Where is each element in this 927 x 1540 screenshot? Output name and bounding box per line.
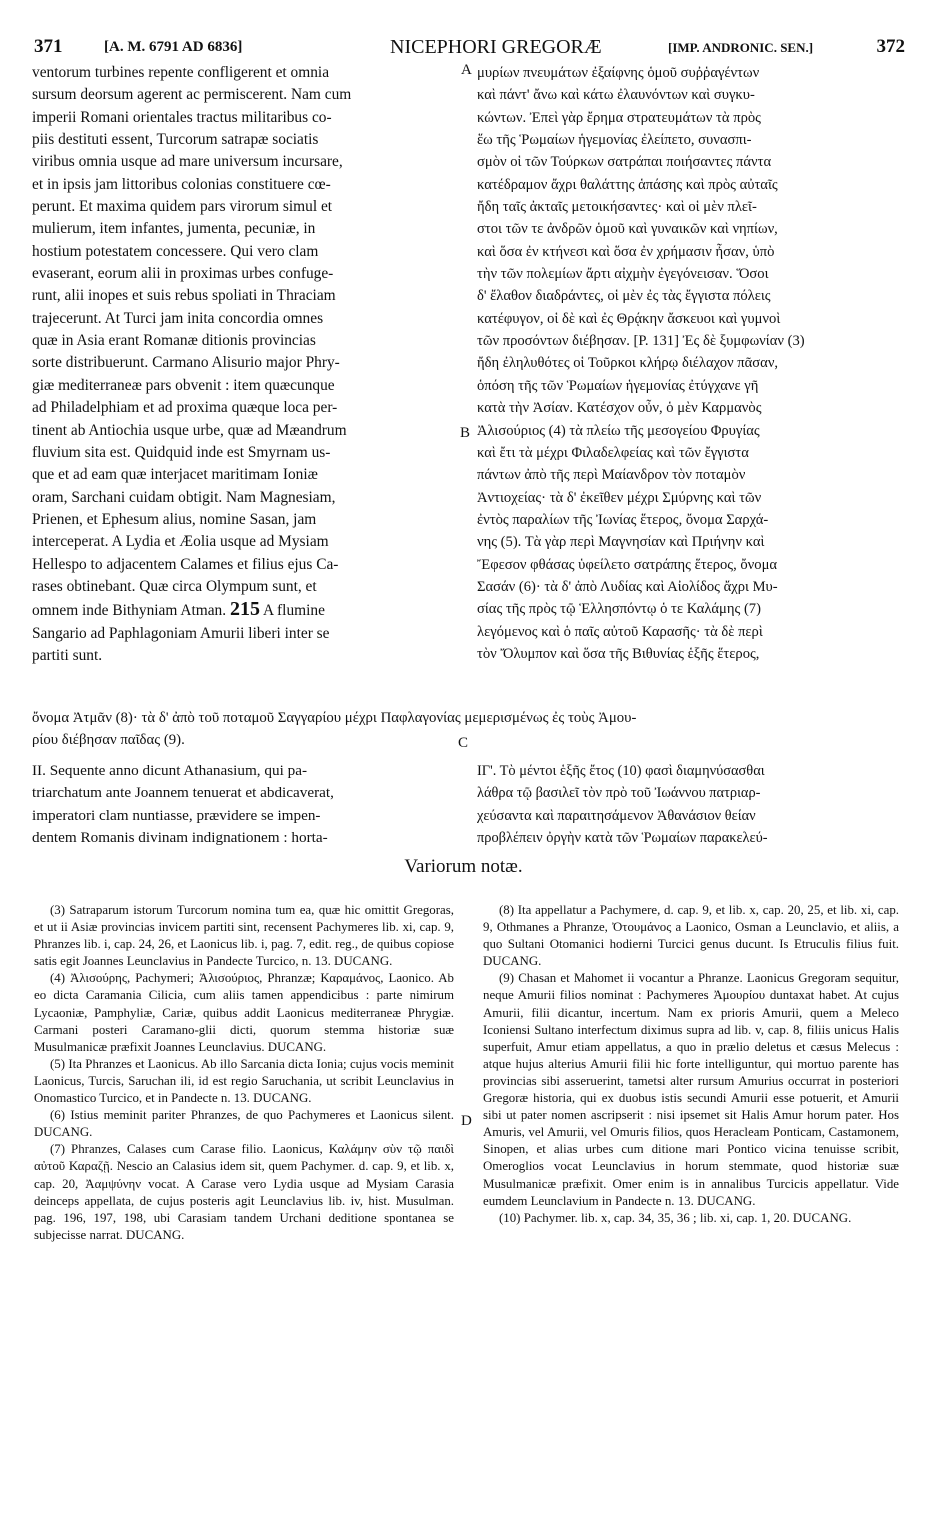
latin-line: hostium potestatem concessere. Qui vero clam	[32, 242, 319, 260]
latin-line: giæ mediterraneæ pars obvenit : item quæcunque	[32, 376, 335, 394]
footnote: (8) Ita appellatur a Pachymere, d. cap. 9, et lib. x, cap. 20, 25, et lib. xi, cap. 9, Othmanes a Phranze, Ὀτουμάνος a Laonico, Osman a Leunclavio, et aliis, a quo Sultani Otomanici hodierni Turcici genus ducunt. Is Etruculis filius fuit. DUCANG.	[483, 903, 899, 969]
greek-line: ἤδη ταῖς ἀκταῖς μετοικήσαντες· καὶ οἱ μὲν πλεῖ-	[477, 199, 757, 216]
greek-full-line: ὄνομα Ἀτμᾶν (8)· τὰ δ' ἀπὸ τοῦ ποταμοῦ Σαγγαρίου μέχρι Παφλαγονίας μεμερισμένως ἐς τοὺς Ἀμου-	[32, 710, 637, 726]
latin-line: viribus omnia usque ad mare universum incursare,	[32, 153, 343, 171]
latin-line-text: A flumine	[262, 602, 325, 620]
greek-full-line: ρίου διέβησαν παῖδας (9).	[32, 732, 185, 748]
greek-line: λεγόμενος καὶ ὁ παῖς αὐτοῦ Καρασῆς· τὰ δὲ περὶ	[477, 623, 763, 640]
latin-column	[32, 62, 456, 667]
greek-line: πάντων ἀπὸ τῆς περὶ Μαίανδρον τὸν ποταμὸν	[477, 467, 746, 484]
greek-line: κώντων. Ἐπεὶ γὰρ ἔρημα στρατευμάτων τὰ πρὸς	[477, 109, 761, 126]
latin-line: imperii Romani orientales tractus militaribus co-	[32, 108, 332, 126]
greek-section-two	[477, 760, 897, 849]
footnote: (6) Istius meminit pariter Phranzes, de quo Pachymeres et Laonicus silent. DUCANG.	[34, 1108, 454, 1140]
greek-line: ΙΓ'. Τὸ μέντοι ἑξῆς ἔτος (10) φασὶ διαμηνύσασθαι	[477, 763, 765, 779]
greek-line: Ἀλισούριος (4) τὰ πλείω τῆς μεσογείου Φρυγίας	[477, 422, 760, 439]
latin-line: evaserant, eorum alii in proximas urbes confuge-	[32, 265, 334, 283]
latin-line: sursum deorsum agerent ac permiscerent. Nam cum	[32, 86, 352, 104]
latin-line: piis destituti essent, Turcorum satrapæ sociatis	[32, 131, 319, 149]
latin-section-two	[32, 760, 456, 849]
greek-line: ἕω τῆς Ῥωμαίων ἡγεμονίας ἐλείπετο, συνασπι-	[477, 132, 752, 149]
latin-line: rases obtinebant. Quæ circa Olympum sunt, et	[32, 577, 317, 595]
running-header	[34, 32, 911, 62]
header-title: NICEPHORI GREGORÆ	[390, 36, 602, 58]
greek-line: μυρίων πνευμάτων ἐξαίφνης ὁμοῦ συῤῥαγέντων	[477, 65, 760, 81]
latin-line: tinent ab Antiochia usque urbe, quæ ad Mæandrum	[32, 421, 347, 439]
greek-full-width-2	[32, 729, 452, 751]
latin-line: ad Philadelphiam et ad proxima quæque loca per-	[32, 399, 338, 417]
greek-line: στοι τῶν τε ἀνδρῶν ὁμοῦ καὶ γυναικῶν καὶ νηπίων,	[477, 221, 778, 238]
greek-line: σμὸν οἱ τῶν Τούρκων σατράπαι ποιήσαντες πάντα	[477, 154, 772, 171]
latin-line: II. Sequente anno dicunt Athanasium, qui pa-	[32, 762, 307, 779]
footnote: (10) Pachymer. lib. x, cap. 34, 35, 36 ; lib. xi, cap. 1, 20. DUCANG.	[499, 1210, 852, 1225]
latin-line: perunt. Et maxima quidem pars virorum simul et	[32, 198, 333, 216]
greek-line: καὶ ὅσα ἐν κτήνεσι καὶ ὅσα ἐν χρήμασιν ἦσαν, ὑπὸ	[477, 243, 775, 260]
latin-line: Sangario ad Paphlagoniam Amurii liberi inter se	[32, 624, 330, 642]
greek-line: τὸν Ὄλυμπον καὶ ὅσα τῆς Βιθυνίας ἑξῆς ἕτερος,	[477, 645, 760, 662]
greek-line: ἐντὸς παραλίων τῆς Ἰωνίας ἕτερος, ὄνομα Σαρχά-	[477, 511, 769, 528]
footnote: (3) Satraparum istorum Turcorum nomina tum ea, quæ hic omittit Gregoras, et ut ii Asiæ provincias invicem partiti sint, recensent Pachymeres lib. xi, cap. 9, Phranzes lib. i, cap. 24, 26, et Laonicus lib. i, pag. 7, edit. reg., de quibus copiose satis egit Joannes Leunclavius in Pandecte Turcico, n. 13. DUCANG.	[34, 903, 454, 969]
greek-line: Ἀντιοχείας· τὰ δ' ἐκεῖθεν μέχρι Σμύρνης καὶ τῶν	[477, 489, 762, 506]
latin-line: imperatori clam nuntiasse, prævidere se impen-	[32, 806, 321, 824]
greek-line: Ἔφεσον φθάσας ὑφείλετο σατράπης ἕτερος, ὄνομα	[477, 556, 778, 573]
date-range: [A. M. 6791 AD 6836]	[104, 39, 243, 55]
greek-line: καὶ ἔτι τὰ μέχρι Φιλαδελφείας καὶ τῶν ἔγγιστα	[477, 444, 749, 461]
footnote: (7) Phranzes, Calases cum Carase filio. Laonicus, Καλάμην σὺν τῷ παιδὶ αὐτοῦ Καραζῇ. Nescio an Calasius idem sit, quem Pachymer. d. cap. 9, et lib. x, cap. 20, Ἀαμψύνην vocat. A Carase vero Lydia usque ad Mysiam Carasia deinceps appellata, de cujus posteris agit Leunclavius lib. iv, hist. Musulman. pag. 196, 197, 198, ubi Carasiam tandem Urchani deditione spontanea se subjecisse narrat. DUCANG.	[34, 1142, 454, 1242]
notes-right-column	[483, 902, 899, 1227]
greek-line: ὁπόση τῆς τῶν Ῥωμαίων ἡγεμονίας ἐτύγχανε γῆ	[477, 377, 759, 394]
greek-line: καὶ πάντ' ἄνω καὶ κάτω ἐλαυνόντων καὶ συγκυ-	[477, 87, 755, 104]
greek-line: λάθρα τῷ βασιλεῖ τὸν πρὸ τοῦ Ἰωάννου πατριαρ-	[477, 785, 761, 802]
right-page-number: 372	[876, 36, 905, 57]
latin-line: quæ in Asia erant Romanæ ditionis provincias	[32, 332, 316, 350]
footnote: (9) Chasan et Mahomet ii vocantur a Phranze. Laonicus Gregoram sequitur, neque Amurii filios nominat : Pachymeres Ἀμουρίου duntaxat habet. At cujus Amurii, filii dicantur, incertum. Nam ex prioris Amurii, quem a Meleco Iconiensi Sultano interfectum diximus supra ad lib. v, cap. 8, filiis unicus Halis superfuit, Amur etiam appellatus, a quo in prælio deletus et cæsus Melecus : atque hujus alterius Amurii filii hic forte intelliguntur, qui mortuo parente has provincias sibi asseruerint, tametsi alter rursum Amurius occurrat in posteriori Gregoræ historia, qui ex duobus istis secundi Amurii esse potuerit, et Amurii sibi ut pater nomen ascripserit : nisi ipsemet sit Halis Amur horum pater. Hos Amuris, vel Amurii, vel Omuris filios, quos Heracleam Ponticam, Castamonem, Sinopen, et alias urbes cum ditione mari Pontico vicina tenuisse scribit, Omeroglios vocat Leunclavius in horum stemmate, quod historiæ suæ Musulmanicæ præfixit. Omer enim is in annalibus Turcicis appellatur. Vide eumdem Leunclavium in Pandecte n. 13. DUCANG.	[483, 971, 899, 1208]
latin-line: interceperat. A Lydia et Æolia usque ad Mysiam	[32, 533, 329, 551]
latin-line: mulierum, item infantes, jumenta, pecuniæ, in	[32, 220, 316, 238]
greek-line: τὴν τῶν πολεμίων ἄρτι αἰχμὴν ἐγεγόνεισαν. Ὅσοι	[477, 266, 769, 283]
margin-letter-d: D	[461, 1113, 472, 1129]
margin-letter-c: C	[458, 735, 469, 751]
latin-line: runt, alii inopes et suis rebus spoliati in Thraciam	[32, 287, 336, 305]
greek-line: δ' ἔλαθον διαδράντες, οἱ μὲν ἐς τὰς ἔγγιστα πόλεις	[477, 288, 771, 305]
greek-column	[477, 62, 897, 665]
reign-label: [IMP. ANDRONIC. SEN.]	[668, 40, 814, 55]
notes-title: Variorum notæ.	[404, 856, 523, 877]
greek-line: σίας τῆς πρὸς τῷ Ἑλλησπόντῳ ὁ τε Καλάμης (7)	[477, 601, 761, 618]
greek-line: προβλέπειν ὀργὴν κατὰ τῶν Ῥωμαίων παρακελεύ-	[477, 829, 768, 846]
latin-line: et in ipsis jam littoribus colonias constituere cœ-	[32, 175, 331, 193]
greek-line: Σασάν (6)· τὰ δ' ἀπὸ Λυδίας καὶ Αἰολίδος ἄχρι Μυ-	[477, 578, 778, 595]
greek-line: νης (5). Τὰ γὰρ περὶ Μαγνησίαν καὶ Πριήνην καὶ	[477, 534, 765, 551]
margin-letter-a: A	[461, 62, 472, 78]
column-number-marker: 215	[229, 598, 260, 621]
latin-line: trajecerunt. At Turci jam inita concordia omnes	[32, 309, 324, 327]
latin-line: ventorum turbines repente confligerent et omnia	[32, 64, 330, 81]
margin-letter-b: B	[460, 425, 471, 441]
notes-left-column	[34, 902, 454, 1244]
greek-line: χεύσαντα καὶ παραιτησάμενον Ἀθανάσιον θείαν	[477, 807, 756, 824]
greek-line: κατέφυγον, οἱ δὲ καὶ ἐς Θρᾴκην ἄσκευοι καὶ γυμνοὶ	[477, 310, 781, 327]
left-page-number: 371	[34, 36, 63, 57]
footnote: (4) Ἀλισούρης, Pachymeri; Ἀλισούριος, Phranzæ; Καραμάνος, Laonico. Ab eo dicta Caramania Cilicia, cum aliis tamen appendicibus : parte nimirum Lycaoniæ, Pamphyliæ, Cariæ, quibus addit Laonicus mediterraneæ Phrygiæ. Carmani posteri Caramano-glii dicti, quorum stemma historiæ suæ Musulmanicæ præfixit Joannes Leunclavius. DUCANG.	[34, 971, 454, 1054]
latin-line-text: omnem inde Bithyniam Atman.	[32, 602, 227, 620]
latin-line: Hellespo to adjacentem Calames et filius ejus Ca-	[32, 555, 339, 573]
latin-line: que et ad eam quæ interjacet maritimam Ioniæ	[32, 466, 318, 484]
greek-line: κατὰ τὴν Ἀσίαν. Κατέσχον οὖν, ὁ μὲν Καρμανὸς	[477, 400, 762, 417]
greek-line: ἤδη ἐληλυθότες οἱ Τοῦρκοι κλήρῳ διέλαχον πᾶσαν,	[477, 355, 779, 372]
greek-line: τῶν προσόντων διέβησαν. [P. 131] Ἐς δὲ ξυμφωνίαν (3)	[477, 333, 805, 350]
greek-line: κατέδραμον ἄχρι θαλάττης ἁπάσης καὶ πρὸς αὐταῖς	[477, 176, 778, 193]
latin-line	[32, 598, 456, 622]
latin-line: sorte distribuerunt. Carmano Alisurio major Phry-	[32, 354, 340, 372]
latin-line: Prienen, et Ephesum alius, nomine Sasan, jam	[32, 510, 317, 528]
latin-line: triarchatum ante Joannem tenuerat et abdicaverat,	[32, 784, 334, 802]
latin-line: oram, Sarchani cuidam obtigit. Nam Magnesiam,	[32, 488, 336, 506]
latin-line: fluvium sita est. Quidquid inde est Smyrnam us-	[32, 443, 331, 461]
latin-line: dentem Romanis divinam indignationem : horta-	[32, 828, 328, 846]
latin-line: partiti sunt.	[32, 646, 103, 664]
footnote: (5) Ita Phranzes et Laonicus. Ab illo Sarcania dicta Ionia; cujus vocis meminit Laonicus, Turcis, Saruchan ili, id est regio Saruchania, ut scribit Leunclavius in Onomastico Turcico, et in Pandecte n. 13. DUCANG.	[34, 1056, 454, 1106]
